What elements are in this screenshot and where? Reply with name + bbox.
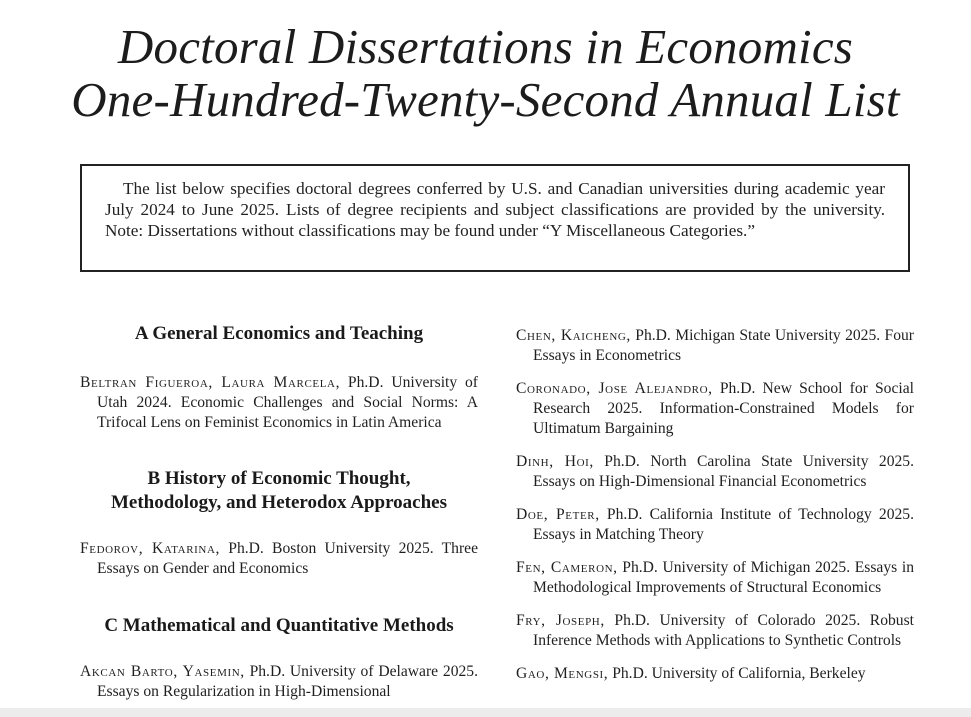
author-name: Akcan Barto, Yasemin, (80, 663, 245, 680)
entry-detail: Ph.D. Boston University 2025. Three Essays on Gender and Economics (97, 540, 478, 577)
dissertation-entry (516, 611, 914, 651)
section-heading-b-line2: Methodology, and Heterodox Approaches (110, 492, 448, 513)
section-heading-a: A General Economics and Teaching (134, 323, 424, 344)
author-name: Beltran Figueroa, Laura Marcela, (80, 374, 341, 391)
dissertation-entry (516, 452, 914, 492)
section-heading-c: C Mathematical and Quantitative Methods (104, 615, 454, 636)
author-name: Fedorov, Katarina, (80, 540, 221, 557)
dissertation-entry (516, 326, 914, 366)
section-heading-b-line1: B History of Economic Thought, (147, 468, 411, 489)
dissertation-entry (516, 664, 914, 684)
dissertation-entry (80, 539, 478, 579)
notice-box (80, 164, 910, 272)
author-name: Gao, Mengsi, (516, 665, 609, 682)
dissertation-entry (80, 373, 478, 433)
dissertation-entry (80, 662, 478, 702)
dissertation-entry (516, 379, 914, 439)
author-name: Chen, Kaicheng, (516, 327, 631, 344)
page-subtitle: One-Hundred-Twenty-Second Annual List (71, 72, 900, 127)
author-name: Coronado, Jose Alejandro, (516, 380, 713, 397)
author-name: Fry, Joseph, (516, 612, 605, 629)
page-bottom-edge (0, 708, 971, 717)
page-title: Doctoral Dissertations in Economics (117, 19, 854, 74)
dissertation-entry (516, 558, 914, 598)
entry-detail: Ph.D. Michigan State University 2025. Four Essays in Econometrics (533, 327, 914, 364)
entry-detail: Ph.D. North Carolina State University 2025. Essays on High-Dimensional Financial Econometrics (533, 453, 914, 490)
right-column (516, 326, 914, 684)
left-column (80, 322, 478, 702)
author-name: Doe, Peter, (516, 506, 600, 523)
entry-detail: Ph.D. New School for Social Research 2025. Information-Constrained Models for Ultimatum Bargaining (533, 380, 914, 437)
entry-detail: Ph.D. University of Michigan 2025. Essays in Methodological Improvements of Structural Economics (533, 559, 914, 596)
dissertation-entry (516, 505, 914, 545)
notice-text: The list below specifies doctoral degrees conferred by U.S. and Canadian universities during academic year July 2024 to June 2025. Lists of degree recipients and subject classifications are provided by the university. Note: Dissertations without classifications may be found under “Y Miscellaneous Categories.” (105, 179, 885, 240)
entry-detail: Ph.D. University of California, Berkeley (608, 665, 866, 682)
entry-detail: Ph.D. University of Delaware 2025. Essays on Regularization in High-Dimensional (97, 663, 478, 700)
entry-detail: Ph.D. University of Utah 2024. Economic Challenges and Social Norms: A Trifocal Lens on Feminist Economics in Latin America (97, 374, 478, 431)
entry-detail: Ph.D. University of Colorado 2025. Robust Inference Methods with Applications to Synthetic Controls (533, 612, 914, 649)
entry-detail: Ph.D. California Institute of Technology 2025. Essays in Matching Theory (533, 506, 914, 543)
author-name: Dinh, Hoi, (516, 453, 594, 470)
author-name: Fen, Cameron, (516, 559, 618, 576)
